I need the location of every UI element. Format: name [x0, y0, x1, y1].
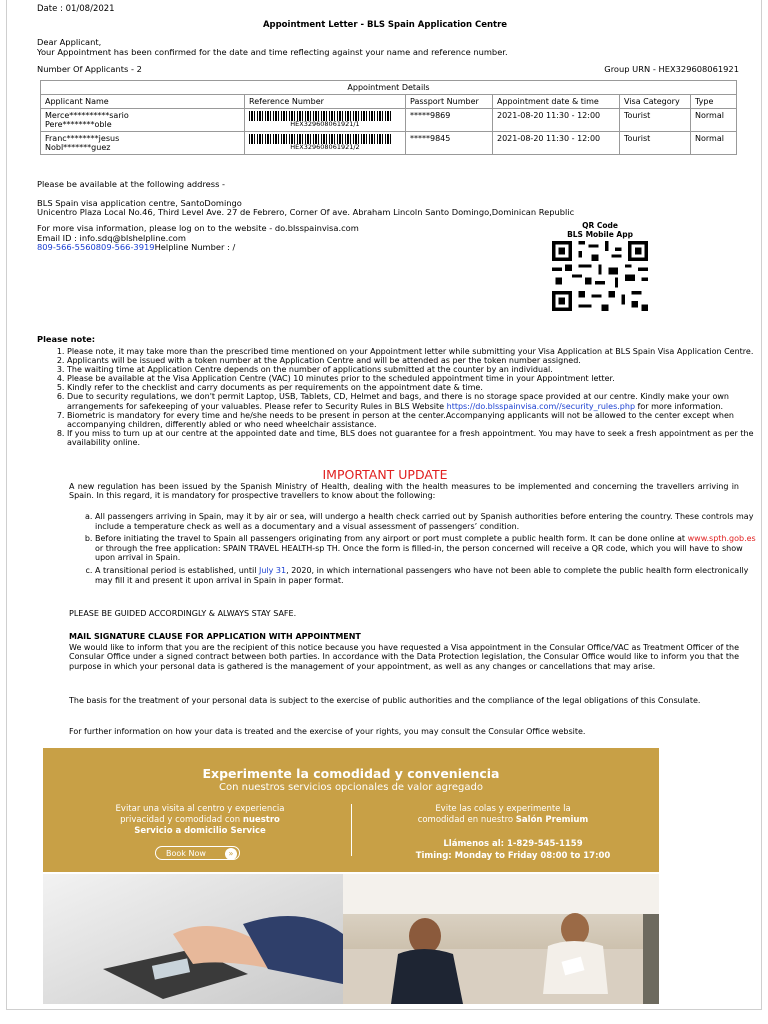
reference-barcode: HEX329608061921/2 [245, 132, 406, 155]
col-applicant-name: Applicant Name [41, 95, 245, 109]
table-row [41, 132, 737, 155]
col-type: Type [691, 95, 737, 109]
qr-caption: QR Code BLS Mobile App [567, 221, 633, 239]
date-link[interactable]: July 31 [259, 565, 287, 575]
appointment-datetime: 2021-08-20 11:30 - 12:00 [493, 132, 620, 155]
address-block [37, 180, 574, 218]
list-item: 7. Biometric is mandatory for every time and he/she needs to be present in person at the center.Accompanying applicants will not be allowed to the center except when accompanying children, differently abled or who need wheelchair assistance. [67, 411, 759, 429]
promo-photo [43, 874, 659, 1004]
address-line-2: Unicentro Plaza Local No.46, Third Level Ave. 27 de Febrero, Corner Of ave. Abraham Lincoln Santo Domingo,Dominican Republic [37, 207, 575, 218]
list-item: 5. Kindly refer to the checklist and carry documents as per requirements on the appointment date & time. [67, 383, 759, 392]
list-item: 6. Due to security regulations, we don't permit Laptop, USB, Tablets, CD, Helmet and bags, and there is no storage space provided at our centre. Kindly make your own arrangements for safekeeping of your valuables. Please refer to Security Rules in BLS Website https://do.blsspainvisa.com//security_rules.php for more information. [67, 392, 759, 410]
list-item: 3. The waiting time at Application Centre depends on the number of applications submitted at the counter by an individual. [67, 365, 759, 374]
appointment-letter [6, 0, 762, 1010]
table-caption: Appointment Details [41, 81, 737, 95]
premium-lounge-text: Evite las colas y experimente la comodidad en nuestro Salón Premium [417, 804, 589, 825]
group-urn: Group URN - HEX329608061921 [604, 64, 739, 74]
call-number: Llámenos al: 1-829-545-1159 [443, 839, 583, 849]
important-intro: A new regulation has been issued by the Spanish Ministry of Health, dealing with the health measures to be implemented and concerning the travellers arriving in Spain. In this regard, it is mandatory for prospective travellers to know about the following: [69, 482, 739, 501]
applicant-name: Franc********jesus Nobl*******guez [41, 132, 245, 155]
timing-text: Timing: Monday to Friday 08:00 to 17:00 [415, 851, 611, 861]
appointment-type: Normal [691, 132, 737, 155]
reference-barcode: HEX329608061921/1 [245, 109, 406, 132]
confirmation-text: Your Appointment has been confirmed for the date and time reflecting against your name and reference number. [37, 46, 508, 57]
greeting-block [37, 38, 508, 57]
passport-number: *****9845 [406, 132, 493, 155]
notes-list [45, 347, 759, 447]
contact-timing [383, 838, 643, 862]
spth-link[interactable]: www.spth.gob.es [687, 534, 756, 544]
security-rules-link[interactable]: https://do.blsspainvisa.com//security_rules.php [446, 401, 636, 411]
website-info: For more visa information, please log on to the website - do.blsspainvisa.com [37, 223, 359, 233]
mail-clause-para-1: We would like to inform that you are the recipient of this notice because you have requested a Visa appointment in the Consular Office/VAC as Treatment Officer of the Consular Office under a signed contract between both parties. In accordance with the Data Protection legislation, the Consular Office would like to inform you that the purpose in which your personal data is gathered is the management of your appointment, as well as any changes or cancellations that may arise. [69, 643, 739, 671]
update-list [77, 512, 757, 588]
list-item: a. All passengers arriving in Spain, may it by air or sea, will undergo a health check carried out by Spanish authorities before entering the country. These controls may include a temperature check as well as a documentary and a visual assessment of passengers’ condition. [95, 512, 757, 531]
note-heading: Please note: [37, 334, 96, 344]
email-info: Email ID : info.sdq@blshelpline.com [37, 232, 186, 243]
col-passport-number: Passport Number [406, 95, 493, 109]
phone-info [37, 243, 359, 253]
appointment-type: Normal [691, 109, 737, 132]
book-now-button[interactable]: Book Now » [155, 846, 240, 860]
list-item: 1. Please note, it may take more than the prescribed time mentioned on your Appointment letter while submitting your Visa Application at BLS Spain Visa Application Centre. [67, 347, 759, 356]
col-reference-number: Reference Number [245, 95, 406, 109]
letter-date: Date : 01/08/2021 [37, 4, 115, 14]
applicant-name: Merce**********sario Pere********oble [41, 109, 245, 132]
important-update-heading: IMPORTANT UPDATE [322, 467, 448, 482]
list-item: c. A transitional period is established, until July 31, 2020, in which international passengers who have not been able to complete the public health form electronically may fill it and present it upon arrival in Spain in paper format. [95, 566, 757, 585]
table-header-row [41, 95, 737, 109]
appointment-datetime: 2021-08-20 11:30 - 12:00 [493, 109, 620, 132]
mail-clause-heading: MAIL SIGNATURE CLAUSE FOR APPLICATION WITH APPOINTMENT [69, 632, 361, 641]
number-of-applicants: Number Of Applicants - 2 [37, 64, 142, 74]
banner-divider [351, 804, 352, 856]
list-item: 2. Applicants will be issued with a token number at the Application Centre and will be attended as per the token number assigned. [67, 356, 759, 365]
letter-title: Appointment Letter - BLS Spain Application Centre [262, 20, 508, 30]
col-appointment-date: Appointment date & time [493, 95, 620, 109]
home-service-text: Evitar una visita al centro y experiencia privacidad y comodidad con nuestro Servicio a domicilio Service [115, 804, 285, 836]
visa-category: Tourist [620, 109, 691, 132]
mail-clause-para-3: For further information on how your data is treated and the exercise of your rights, you may consult the Consular Office website. [69, 727, 586, 736]
col-visa-category: Visa Category [620, 95, 691, 109]
promo-banner [43, 748, 659, 872]
guided-notice: PLEASE BE GUIDED ACCORDINGLY & ALWAYS STAY SAFE. [69, 609, 297, 618]
address-line-1: BLS Spain visa application centre, SantoDomingo [37, 197, 242, 208]
helpline-label: Helpline Number : / [154, 242, 236, 253]
list-item: b. Before initiating the travel to Spain all passengers originating from any airport or port must complete a public health form. It can be done online at www.spth.gob.es or through the free application: SPAIN TRAVEL HEALTH-sp TH. Once the form is filled-in, the person concerned will receive a QR code, which you will have to show upon arrival in Spain. [95, 534, 757, 563]
greeting: Dear Applicant, [37, 37, 102, 47]
banner-subheading: Con nuestros servicios opcionales de valor agregado [219, 782, 483, 793]
visa-category: Tourist [620, 132, 691, 155]
appointment-table [40, 80, 737, 155]
list-item: 8. If you miss to turn up at our centre at the appointed date and time, BLS does not guarantee for a fresh appointment. You may have to seek a fresh appointment as per the availability online. [67, 429, 759, 447]
contact-block [37, 224, 359, 253]
qr-code-icon[interactable] [552, 241, 648, 311]
banner-heading: Experimente la comodidad y conveniencia [202, 766, 500, 781]
arrow-right-icon: » [225, 848, 237, 860]
phone-link[interactable]: 809-566-5560809-566-3919 [37, 242, 155, 253]
mail-clause-para-2: The basis for the treatment of your personal data is subject to the exercise of public authorities and the compliance of the legal obligations of this Consulate. [69, 696, 701, 705]
passport-number: *****9869 [406, 109, 493, 132]
list-item: 4. Please be available at the Visa Application Centre (VAC) 10 minutes prior to the scheduled appointment time in your Appointment letter. [67, 374, 759, 383]
table-row [41, 109, 737, 132]
address-intro: Please be available at the following address - [37, 179, 226, 189]
